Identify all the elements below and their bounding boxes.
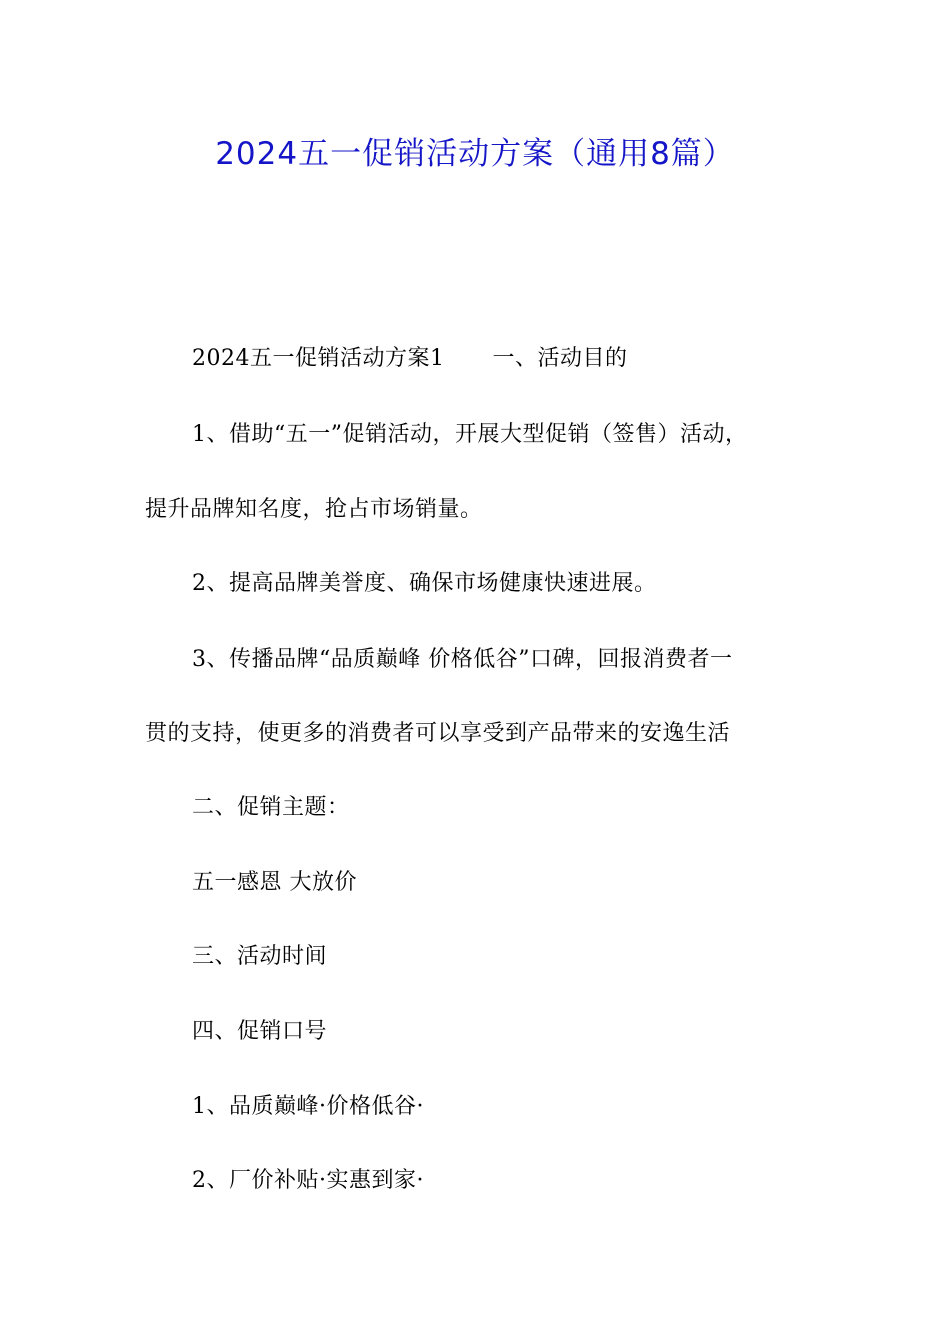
- paragraph-3-line-2: 贯的支持，使更多的消费者可以享受到产品带来的安逸生活: [145, 721, 731, 746]
- heading-activity-time: 三、活动时间: [192, 944, 328, 969]
- heading-activity-purpose: 一、活动目的: [492, 346, 628, 371]
- heading-promotion-slogan: 四、促销口号: [192, 1019, 328, 1044]
- slogan-item-1: 1、品质巅峰·价格低谷·: [192, 1094, 424, 1119]
- heading-promotion-theme: 二、促销主题：: [192, 795, 350, 820]
- paragraph-2: 2、提高品牌美誉度、确保市场健康快速进展。: [192, 571, 657, 596]
- document-title: 2024五一促销活动方案（通用8篇）: [215, 136, 735, 172]
- slogan-item-2: 2、厂价补贴·实惠到家·: [192, 1168, 424, 1193]
- section-title-plan-1: 2024五一促销活动方案1: [192, 346, 445, 371]
- paragraph-1-line-1: 1、借助“五一”促销活动，开展大型促销（签售）活动，: [192, 422, 748, 447]
- promotion-theme-text: 五一感恩 大放价: [192, 870, 357, 895]
- intro-line: [192, 344, 628, 374]
- paragraph-3-line-1: 3、传播品牌“品质巅峰 价格低谷”口碑，回报消费者一: [192, 647, 733, 672]
- paragraph-1-line-2: 提升品牌知名度，抢占市场销量。: [145, 497, 483, 522]
